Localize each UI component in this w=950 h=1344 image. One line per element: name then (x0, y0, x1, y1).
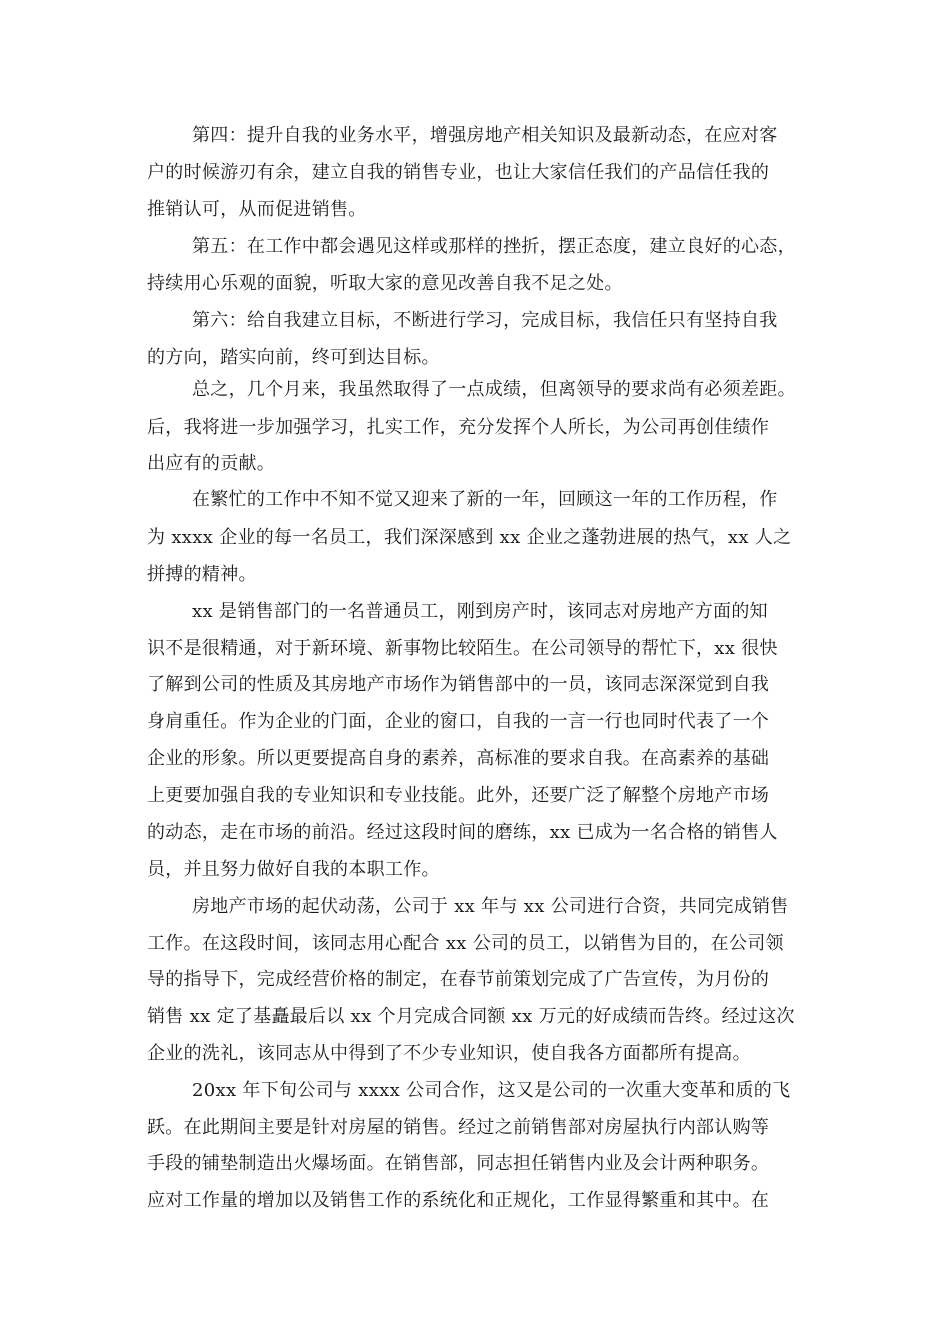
text-line: 拼搏的精神。 (147, 564, 257, 585)
text-line: xx 是销售部门的一名普通员工，刚到房产时，该同志对房地产方面的知 (192, 601, 768, 622)
text-line: 推销认可，从而促进销售。 (147, 199, 367, 220)
text-line: 上更要加强自我的专业知识和专业技能。此外，还要广泛了解整个房地产市场 (147, 785, 770, 806)
text-line: 销售 xx 定了基矗最后以 xx 个月完成合同额 xx 万元的好成绩而告终。经过这次 (147, 1006, 795, 1027)
text-line: 后，我将进一步加强学习，扎实工作，充分发挥个人所长，为公司再创佳绩作 (147, 417, 770, 438)
text-line: 总之，几个月来，我虽然取得了一点成绩，但离领导的要求尚有必须差距。 (192, 379, 796, 400)
text-line: 企业的形象。所以更要提高自身的素养，高标准的要求自我。在高素养的基础 (147, 748, 770, 769)
text-line: 第六：给自我建立目标，不断进行学习，完成目标，我信任只有坚持自我 (192, 310, 778, 331)
text-line: 的方向，踏实向前，终可到达目标。 (147, 347, 440, 368)
text-line: 企业的洗礼，该同志从中得到了不少专业知识，使自我各方面都所有提高。 (147, 1043, 751, 1064)
text-line: 出应有的贡献。 (147, 453, 276, 474)
text-line: 工作。在这段时间，该同志用心配合 xx 公司的员工，以销售为目的，在公司领 (147, 933, 784, 954)
text-line: 导的指导下，完成经营价格的制定，在春节前策划完成了广告宣传，为月份的 (147, 969, 770, 990)
text-line: 户的时候游刃有余，建立自我的销售专业，也让大家信任我们的产品信任我的 (147, 162, 770, 183)
text-line: 持续用心乐观的面貌，听取大家的意见改善自我不足之处。 (147, 273, 623, 294)
text-line: 的动态，走在市场的前沿。经过这段时间的磨练，xx 已成为一名合格的销售人 (147, 822, 778, 843)
text-line: 20xx 年下旬公司与 xxxx 公司合作，这又是公司的一次重大变革和质的飞 (192, 1080, 791, 1101)
text-line: 身肩重任。作为企业的门面，企业的窗口，自我的一言一行也同时代表了一个 (147, 711, 770, 732)
text-line: 应对工作量的增加以及销售工作的系统化和正规化，工作显得繁重和其中。在 (147, 1190, 770, 1211)
text-line: 员，并且努力做好自我的本职工作。 (147, 859, 440, 880)
text-line: 跃。在此期间主要是针对房屋的销售。经过之前销售部对房屋执行内部认购等 (147, 1117, 770, 1138)
text-line: 为 xxxx 企业的每一名员工，我们深深感到 xx 企业之蓬勃进展的热气，xx 人之 (147, 527, 792, 548)
text-line: 手段的铺垫制造出火爆场面。在销售部，同志担任销售内业及会计两种职务。 (147, 1153, 770, 1174)
text-line: 房地产市场的起伏动荡，公司于 xx 年与 xx 公司进行合资，共同完成销售 (192, 896, 789, 917)
text-line: 识不是很精通，对于新环境、新事物比较陌生。在公司领导的帮忙下，xx 很快 (147, 638, 778, 659)
text-line: 在繁忙的工作中不知不觉又迎来了新的一年，回顾这一年的工作历程，作 (192, 489, 778, 510)
text-line: 第四：提升自我的业务水平，增强房地产相关知识及最新动态，在应对客 (192, 125, 778, 146)
text-line: 第五：在工作中都会遇见这样或那样的挫折，摆正态度，建立良好的心态， (192, 236, 796, 257)
text-line: 了解到公司的性质及其房地产市场作为销售部中的一员，该同志深深觉到自我 (147, 674, 770, 695)
